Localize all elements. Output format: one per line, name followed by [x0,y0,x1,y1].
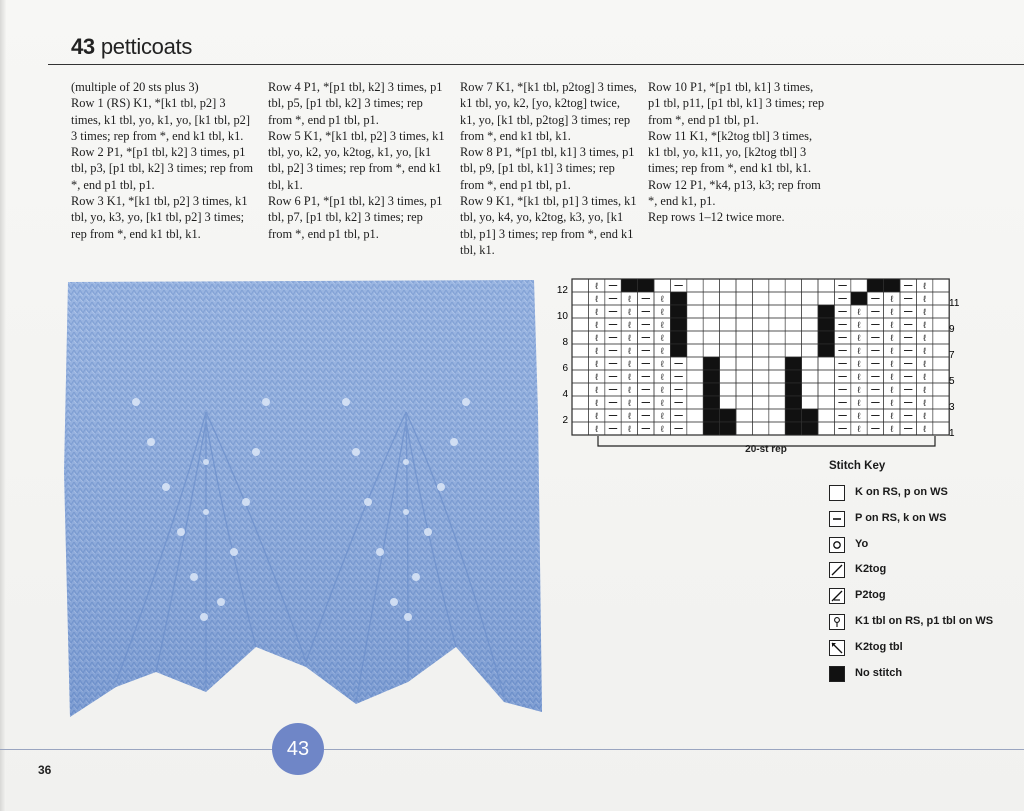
chart-row-label-left: 4 [562,389,568,400]
twisted-stitch-symbol: ℓ [660,411,664,421]
instructions-column-1 [71,79,256,242]
blank-icon [829,485,845,501]
no-stitch-cell [703,422,719,435]
chart-row-label-right: 3 [949,402,955,413]
chart-row-label-left: 10 [556,311,568,322]
twisted-stitch-symbol: ℓ [660,424,664,434]
no-stitch-cell [785,370,801,383]
twisted-stitch-symbol: ℓ [923,320,927,330]
twisted-stitch-symbol: ℓ [627,411,631,421]
twisted-stitch-symbol: ℓ [627,346,631,356]
twisted-stitch-symbol: ℓ [660,398,664,408]
no-stitch-cell [670,292,686,305]
twisted-stitch-symbol: ℓ [857,424,861,434]
key-label: K on RS, p on WS [855,486,948,498]
pattern-number: 43 [71,34,95,59]
no-stitch-cell [703,383,719,396]
instruction-row: Row 1 (RS) K1, *[k1 tbl, p2] 3 times, k1 tbl, yo, k1, yo, [k1 tbl, p2] 3 times; rep from *, end k1 tbl, k1. [71,96,250,143]
twisted-stitch-symbol: ℓ [890,346,894,356]
twisted-stitch-symbol: ℓ [923,307,927,317]
instruction-row: Row 8 P1, *[p1 tbl, k1] 3 times, p1 tbl, p9, [p1 tbl, k1] 3 times; rep from *, end p1 tbl, p1. [460,145,635,192]
instruction-row: Row 2 P1, *[p1 tbl, k2] 3 times, p1 tbl, p3, [p1 tbl, k2] 3 times; rep from *, end p1 tbl, p1. [71,145,254,192]
twisted-stitch-symbol: ℓ [890,294,894,304]
instruction-row: Row 4 P1, *[p1 tbl, k2] 3 times, p1 tbl, p5, [p1 tbl, k2] 3 times; rep from *, end p1 tbl, p1. [268,80,443,127]
twisted-stitch-symbol: ℓ [595,294,599,304]
pattern-number-badge: 43 [272,723,324,775]
no-stitch-cell [703,409,719,422]
instruction-row: Row 11 K1, *[k2tog tbl] 3 times, k1 tbl, yo, k11, yo, [k2tog tbl] 3 times; rep from *, end k1 tbl, k1. [648,128,813,176]
twisted-stitch-symbol: ℓ [923,372,927,382]
instruction-row: Row 7 K1, *[k1 tbl, p2tog] 3 times, k1 tbl, yo, k2, [yo, k2tog] twice, k1, yo, [k1 tbl, p2tog] 3 times; rep from *, end k1 tbl, k1. [460,80,637,143]
twisted-stitch-symbol: ℓ [595,372,599,382]
page-binding-shadow [0,0,6,811]
no-stitch-cell [884,279,900,292]
no-stitch-cell [818,344,834,357]
no-stitch-cell [818,331,834,344]
twisted-stitch-symbol: ℓ [857,411,861,421]
chart-row-label-right: 5 [949,376,955,387]
twisted-stitch-symbol: ℓ [627,333,631,343]
instruction-row: Row 5 K1, *[k1 tbl, p2] 3 times, k1 tbl, yo, k2, yo, k2tog, k1, yo, [k1 tbl, p2] 3 times; rep from *, end k1 tbl, k1. [268,128,445,192]
key-label: K2tog [855,563,887,575]
key-item [829,588,1019,606]
twisted-stitch-symbol: ℓ [595,359,599,369]
no-stitch-cell [670,344,686,357]
instruction-text: (multiple of 20 sts plus 3) [71,80,199,94]
twisted-stitch-symbol: ℓ [857,385,861,395]
key-label: No stitch [855,667,903,679]
twisted-stitch-symbol: ℓ [857,307,861,317]
twisted-stitch-symbol: ℓ [890,307,894,317]
yo-circle-icon [829,537,845,553]
no-stitch-cell [785,383,801,396]
instruction-row: Row 9 K1, *[k1 tbl, p1] 3 times, k1 tbl, yo, k4, yo, k2tog, k3, yo, [k1 tbl, p1] 3 times; rep from *, end k1 tbl, k1. [460,194,637,257]
p2tog-icon [829,588,845,604]
twisted-stitch-symbol: ℓ [857,320,861,330]
no-stitch-cell [785,409,801,422]
no-stitch-cell [785,422,801,435]
no-stitch-cell [670,305,686,318]
twisted-stitch-symbol: ℓ [627,424,631,434]
instructions-column-2 [268,79,448,242]
dash-icon [829,511,845,527]
twisted-stitch-symbol: ℓ [595,398,599,408]
footer-rule [0,749,1024,750]
key-item [829,666,1019,684]
twisted-stitch-symbol: ℓ [890,359,894,369]
no-stitch-cell [638,279,654,292]
chart-row-label-left: 12 [556,285,568,296]
page-number: 36 [38,763,52,777]
twisted-stitch-symbol: ℓ [595,333,599,343]
key-label: Yo [855,538,869,550]
pattern-title [71,34,192,60]
no-stitch-cell [785,357,801,370]
twisted-stitch-symbol: ℓ [923,424,927,434]
twisted-stitch-symbol: ℓ [595,346,599,356]
key-label: P2tog [855,589,886,601]
instructions-column-3 [460,79,638,258]
no-stitch-cell [670,331,686,344]
twisted-stitch-symbol: ℓ [923,281,927,291]
no-stitch-icon [829,666,845,682]
k2tog-slash-icon [829,562,845,578]
no-stitch-cell [720,409,736,422]
no-stitch-cell [818,318,834,331]
no-stitch-cell [802,422,818,435]
key-label: K2tog tbl [855,641,903,653]
twisted-stitch-symbol: ℓ [627,359,631,369]
twisted-stitch-symbol: ℓ [890,385,894,395]
twisted-stitch-symbol: ℓ [660,372,664,382]
chart-row-label-left: 6 [562,363,568,374]
key-item [829,537,1019,555]
chart-row-label-right: 1 [949,428,955,439]
twisted-stitch-symbol: ℓ [660,294,664,304]
instruction-row: Rep rows 1–12 twice more. [648,210,785,225]
no-stitch-cell [670,318,686,331]
pattern-name: petticoats [100,34,193,59]
twisted-stitch-symbol: ℓ [923,294,927,304]
twisted-stitch-symbol: ℓ [890,320,894,330]
instruction-row: Row 3 K1, *[k1 tbl, p2] 3 times, k1 tbl, yo, k3, yo, [k1 tbl, p2] 3 times; rep from *, end k1 tbl, k1. [71,194,248,241]
twisted-stitch-symbol: ℓ [857,333,861,343]
instruction-row: Row 6 P1, *[p1 tbl, k2] 3 times, p1 tbl, p7, [p1 tbl, k2] 3 times; rep from *, end p1 tbl, p1. [268,194,443,241]
twisted-stitch-symbol: ℓ [595,411,599,421]
key-item [829,640,1019,658]
key-item [829,614,1019,632]
no-stitch-cell [703,370,719,383]
key-item [829,562,1019,580]
no-stitch-cell [720,422,736,435]
instructions-column-4 [648,79,826,226]
twisted-stitch-symbol: ℓ [890,424,894,434]
stitch-key-title: Stitch Key [829,460,886,472]
twisted-stitch-symbol: ℓ [857,372,861,382]
twisted-stitch-symbol: ℓ [923,385,927,395]
chart-row-label-right: 9 [949,324,955,335]
twisted-stitch-symbol: ℓ [627,307,631,317]
knitted-swatch-photo [56,272,546,722]
twisted-stitch-symbol: ℓ [857,359,861,369]
twisted-stitch-symbol: ℓ [923,411,927,421]
twisted-stitch-symbol: ℓ [923,333,927,343]
twisted-stitch-symbol: ℓ [627,385,631,395]
chart-row-label-left: 8 [562,337,568,348]
twisted-stitch-symbol: ℓ [857,346,861,356]
chart-row-label-left: 2 [562,415,568,426]
twisted-stitch-symbol: ℓ [627,398,631,408]
no-stitch-cell [703,396,719,409]
no-stitch-cell [818,305,834,318]
twisted-stitch-symbol: ℓ [890,411,894,421]
chart-row-label-right: 7 [949,350,955,361]
twisted-stitch-symbol: ℓ [923,346,927,356]
knitting-chart [548,276,978,456]
twisted-stitch-symbol: ℓ [627,372,631,382]
twisted-stitch-symbol: ℓ [627,294,631,304]
key-label: K1 tbl on RS, p1 tbl on WS [855,615,994,627]
no-stitch-cell [867,279,883,292]
twisted-stitch-symbol: ℓ [660,385,664,395]
title-rule [48,64,1024,65]
twisted-stitch-symbol: ℓ [890,333,894,343]
key-item [829,511,1019,529]
twisted-stitch-symbol: ℓ [660,359,664,369]
instruction-row: Row 10 P1, *[p1 tbl, k1] 3 times, p1 tbl, p11, [p1 tbl, k1] 3 times; rep from *, end p1 tbl, p1. [648,80,825,127]
no-stitch-cell [802,409,818,422]
instruction-row: Row 12 P1, *k4, p13, k3; rep from *, end k1, p1. [648,177,821,209]
no-stitch-cell [621,279,637,292]
no-stitch-cell [785,396,801,409]
k2tog-tbl-icon [829,640,845,656]
chart-grid [572,279,949,435]
chart-row-label-right: 11 [949,298,960,309]
twisted-stitch-symbol: ℓ [890,372,894,382]
key-label: P on RS, k on WS [855,512,947,524]
twisted-stitch-symbol: ℓ [627,320,631,330]
repeat-label: 20-st rep [745,444,787,455]
twisted-stitch-symbol: ℓ [890,398,894,408]
twisted-stitch-symbol: ℓ [660,320,664,330]
twisted-stitch-symbol: ℓ [595,281,599,291]
twisted-stitch-symbol: ℓ [660,307,664,317]
twisted-stitch-symbol: ℓ [595,424,599,434]
twisted-stitch-symbol: ℓ [923,398,927,408]
twisted-stitch-symbol: ℓ [857,398,861,408]
twisted-stitch-symbol: ℓ [595,385,599,395]
twisted-stitch-symbol: ℓ [660,333,664,343]
twisted-stitch-symbol: ℓ [660,346,664,356]
no-stitch-cell [851,292,867,305]
twisted-stitch-symbol: ℓ [595,320,599,330]
no-stitch-cell [703,357,719,370]
twisted-stitch-symbol: ℓ [923,359,927,369]
twisted-stitch-symbol: ℓ [595,307,599,317]
twisted-loop-icon [829,614,845,630]
key-item [829,485,1019,503]
